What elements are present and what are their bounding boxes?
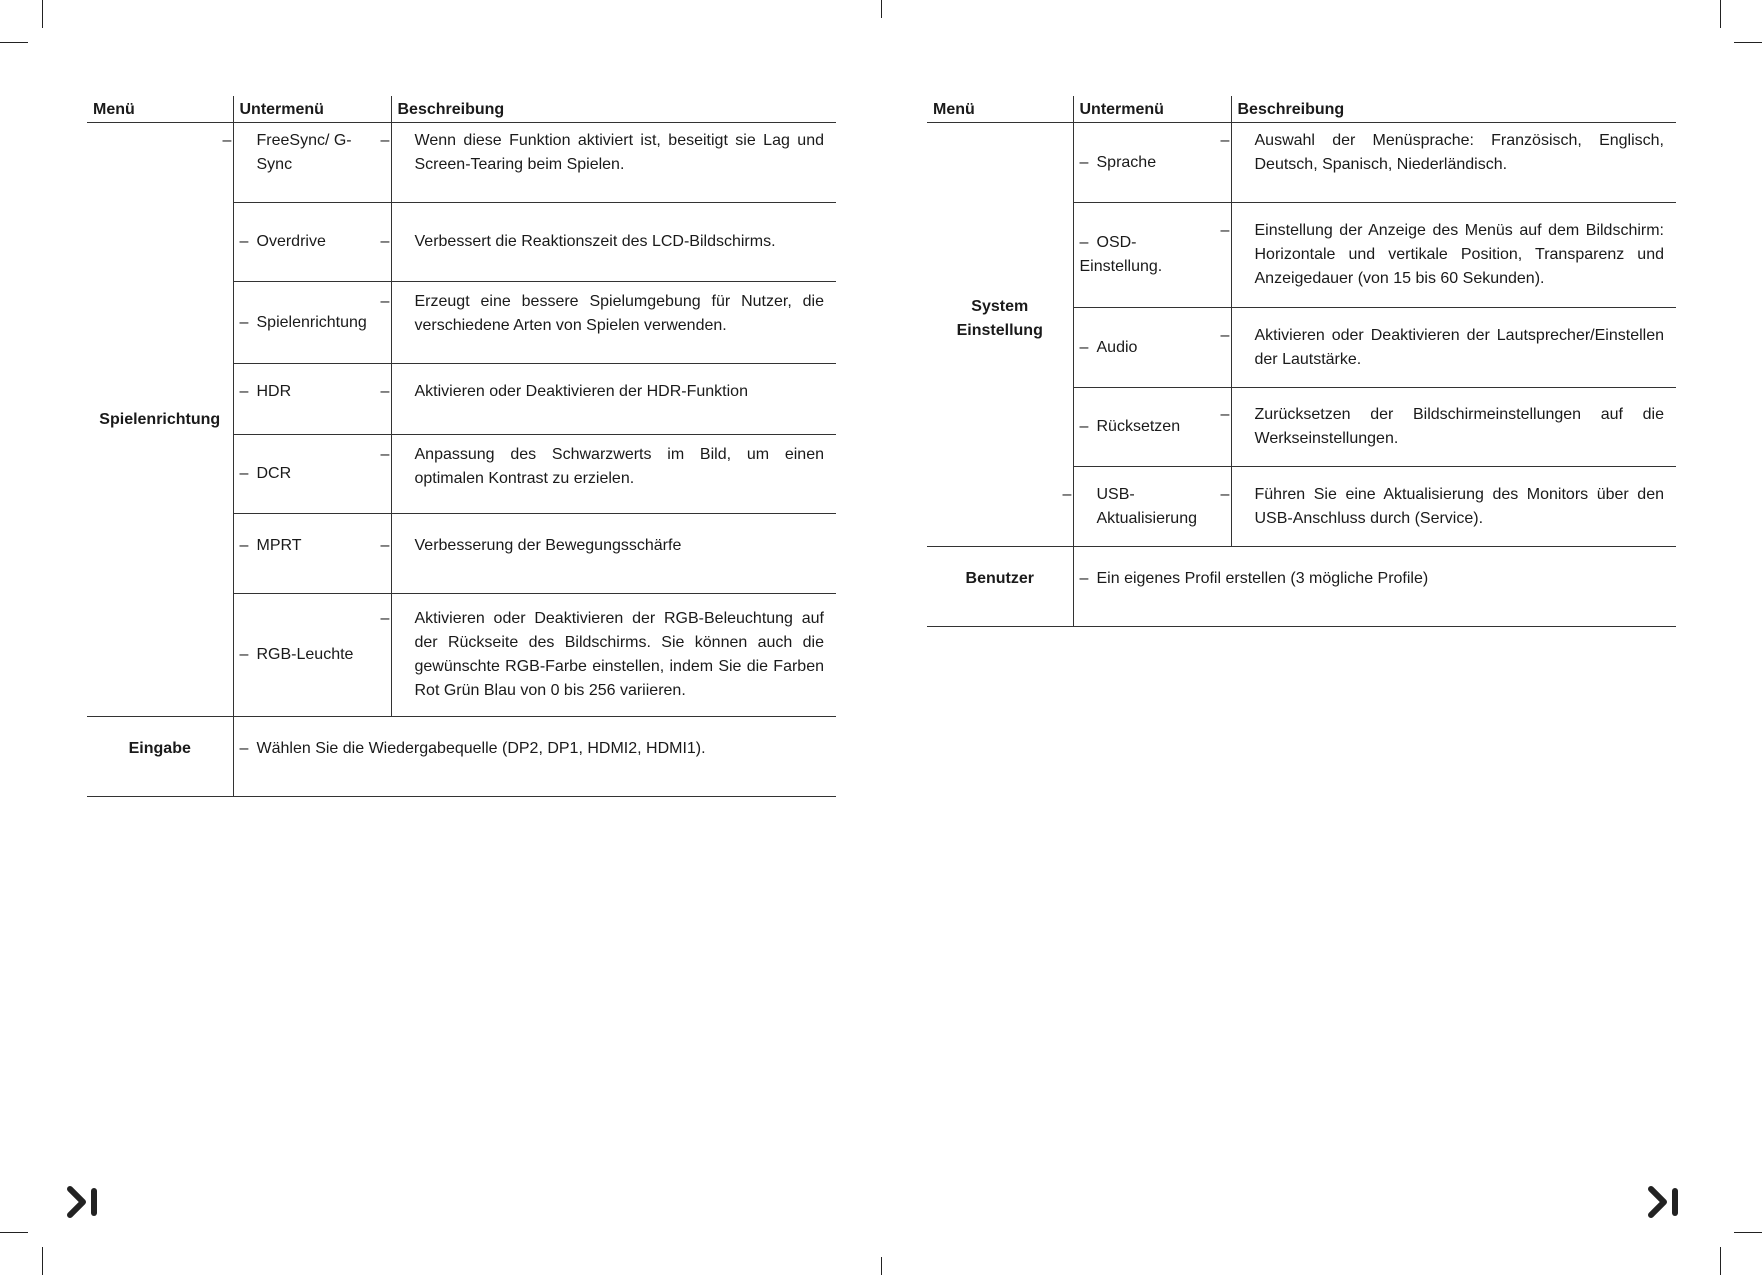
menu-cell-benutzer: Benutzer: [927, 547, 1073, 627]
crop-mark: [881, 1257, 882, 1275]
description-cell: – Auswahl der Menüsprache: Französisch, Englisch, Deutsch, Spanisch, Niederländisch.: [1231, 123, 1676, 203]
submenu-cell: – RGB-Leuchte: [233, 594, 391, 717]
crop-mark: [42, 1247, 43, 1275]
submenu-cell: – USB- Aktualisierung: [1073, 467, 1231, 547]
description-cell: – Anpassung des Schwarzwerts im Bild, um einen optimalen Kontrast zu erzielen.: [391, 435, 836, 514]
table-row: [87, 123, 836, 203]
crop-mark: [1734, 42, 1762, 43]
submenu-cell: – Overdrive: [233, 203, 391, 282]
header-menu: Menü: [927, 96, 1073, 123]
table-header-row: [87, 96, 836, 123]
brand-logo-icon: [67, 1185, 101, 1219]
header-description: Beschreibung: [1231, 96, 1676, 123]
table-row: [927, 123, 1676, 203]
header-description: Beschreibung: [391, 96, 836, 123]
description-cell: – Erzeugt eine bessere Spielumgebung für Nutzer, die verschiedene Arten von Spielen verwenden.: [391, 282, 836, 364]
crop-mark: [1734, 1232, 1762, 1233]
menu-cell-system-einstellung: System Einstellung: [927, 123, 1073, 547]
submenu-cell: – Sprache: [1073, 123, 1231, 203]
crop-mark: [1720, 1247, 1721, 1275]
right-menu-table: [927, 96, 1676, 627]
description-cell: – Aktivieren oder Deaktivieren der Lautsprecher/Einstellen der Lautstärke.: [1231, 308, 1676, 388]
menu-cell-spielenrichtung: Spielenrichtung: [87, 123, 233, 717]
description-cell: – Zurücksetzen der Bildschirmeinstellungen auf die Werkseinstellungen.: [1231, 388, 1676, 467]
header-menu: Menü: [87, 96, 233, 123]
submenu-cell: – Rücksetzen: [1073, 388, 1231, 467]
menu-cell-eingabe: Eingabe: [87, 717, 233, 797]
crop-mark: [881, 0, 882, 18]
crop-mark: [0, 42, 28, 43]
description-cell: – Führen Sie eine Aktualisierung des Monitors über den USB-Anschluss durch (Service).: [1231, 467, 1676, 547]
description-cell: – Wählen Sie die Wiedergabequelle (DP2, DP1, HDMI2, HDMI1).: [233, 717, 836, 797]
left-menu-table: [87, 96, 836, 797]
description-cell: – Verbessert die Reaktionszeit des LCD-Bildschirms.: [391, 203, 836, 282]
description-cell: – Aktivieren oder Deaktivieren der HDR-Funktion: [391, 364, 836, 435]
submenu-cell: – Spielenrichtung: [233, 282, 391, 364]
crop-mark: [0, 1232, 28, 1233]
submenu-cell: – HDR: [233, 364, 391, 435]
submenu-cell: – DCR: [233, 435, 391, 514]
submenu-cell: – MPRT: [233, 514, 391, 594]
brand-logo-icon: [1648, 1185, 1682, 1219]
description-cell: – Ein eigenes Profil erstellen (3 mögliche Profile): [1073, 547, 1676, 627]
description-cell: – Verbesserung der Bewegungsschärfe: [391, 514, 836, 594]
header-submenu: Untermenü: [1073, 96, 1231, 123]
submenu-cell: – OSD-Einstellung.: [1073, 203, 1231, 308]
crop-mark: [1720, 0, 1721, 28]
crop-mark: [42, 0, 43, 28]
submenu-cell: – FreeSync/ G-Sync: [233, 123, 391, 203]
description-cell: – Wenn diese Funktion aktiviert ist, beseitigt sie Lag und Screen-Tearing beim Spielen.: [391, 123, 836, 203]
table-row: [927, 547, 1676, 627]
header-submenu: Untermenü: [233, 96, 391, 123]
description-cell: – Einstellung der Anzeige des Menüs auf dem Bildschirm: Horizontale und vertikale Position, Transparenz und Anzeigedauer (von 15 bis 60 Sekunden).: [1231, 203, 1676, 308]
table-row: [87, 717, 836, 797]
table-header-row: [927, 96, 1676, 123]
description-cell: – Aktivieren oder Deaktivieren der RGB-Beleuchtung auf der Rückseite des Bildschirms. Sie können auch die gewünschte RGB-Farbe einstellen, indem Sie die Farben Rot Grün Blau von 0 bis 256 variieren.: [391, 594, 836, 717]
submenu-cell: – Audio: [1073, 308, 1231, 388]
